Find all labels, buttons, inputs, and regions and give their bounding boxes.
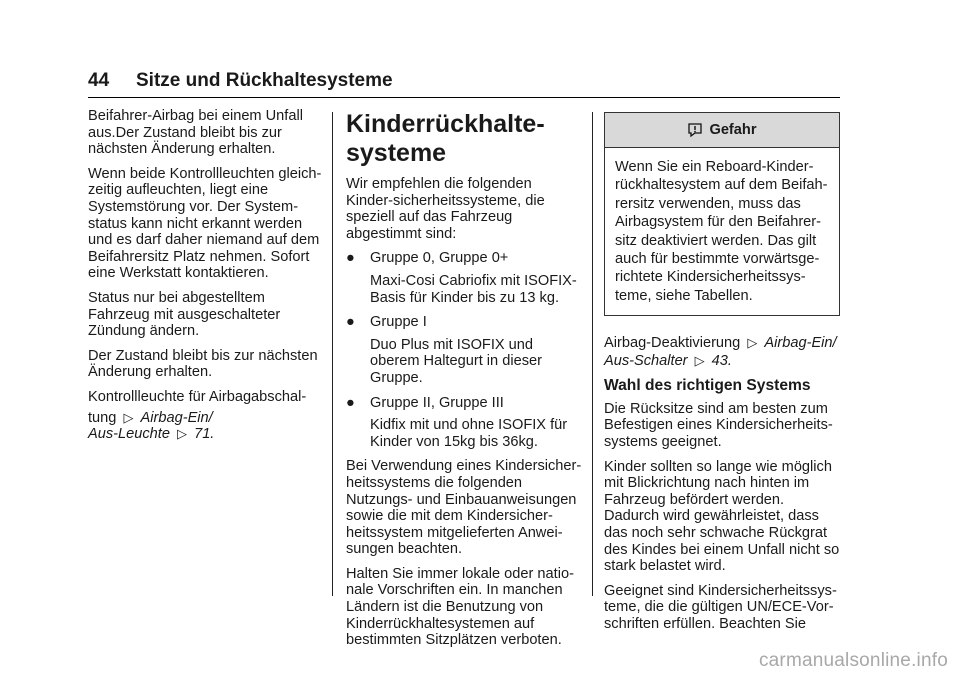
warning-speech-icon bbox=[687, 122, 703, 138]
list-item-title: Gruppe 0, Gruppe 0+ bbox=[370, 250, 509, 267]
danger-title: Gefahr bbox=[709, 121, 757, 138]
danger-text: Wenn Sie ein Reboard-Kinder-rückhaltesystem auf dem Beifah-rersitz verwenden, muss das Airbagsystem für den Beifahrer-sitz deaktiviert werden. Das gilt auch für bestimmte vorwärtsge-richtete Kindersicherheitssys-teme, siehe Tabellen. bbox=[615, 159, 828, 304]
paragraph: Status nur bei abgestelltem Fahrzeug mit ausgeschalteter Zündung ändern. bbox=[88, 289, 281, 340]
bullet-icon: ● bbox=[346, 250, 355, 267]
list-item-desc: Duo Plus mit ISOFIX und oberem Haltegurt in dieser Gruppe. bbox=[370, 336, 542, 386]
list-item-desc: Maxi-Cosi Cabriofix mit ISOFIX-Basis für Kinder bis zu 13 kg. bbox=[370, 272, 577, 306]
paragraph: Wenn beide Kontrollleuchten gleich-zeitig aufleuchten, liegt eine Systemstörung vor. Der System-status kann nicht erkannt werden und es darf daher niemand auf dem Beifahrersitz Platz nehmen. Sofort eine Werkstatt kontaktieren. bbox=[88, 165, 322, 282]
column-divider-2 bbox=[592, 112, 593, 596]
page-number: 44 bbox=[88, 70, 110, 91]
reference-triangle-icon: ▷ bbox=[177, 426, 188, 442]
paragraph: Wir empfehlen die folgenden Kinder-sicherheitssysteme, die speziell auf das Fahrzeug abgestimmt sind: bbox=[346, 176, 545, 242]
ref-link[interactable]: Airbag-Ein/ bbox=[764, 335, 837, 352]
paragraph: Kinder sollten so lange wie möglich mit Blickrichtung nach hinten im Fahrzeug befördert werden. Dadurch wird gewährleistet, dass das noch sehr schwache Rückgrat des Kindes bei einem Unfall nicht so stark belastet wird. bbox=[604, 458, 840, 575]
ref-page[interactable]: 71. bbox=[194, 426, 215, 443]
list-item-desc: Kidfix mit und ohne ISOFIX für Kinder von 15kg bis 36kg. bbox=[370, 417, 568, 450]
column-1 bbox=[88, 108, 324, 451]
paragraph: Beifahrer-Airbag bei einem Unfall aus.Der Zustand bleibt bis zur nächsten Änderung erhalten. bbox=[88, 108, 303, 158]
paragraph: Der Zustand bleibt bis zur nächsten Änderung erhalten. bbox=[88, 347, 318, 381]
list-item bbox=[346, 395, 582, 451]
section-heading: Kinderrückhalte-systeme bbox=[346, 110, 545, 167]
danger-header bbox=[605, 113, 839, 148]
ref-text: tung bbox=[88, 409, 117, 426]
subsection-heading: Wahl des richtigen Systems bbox=[604, 377, 811, 395]
header-rule bbox=[88, 97, 840, 98]
ref-link[interactable]: Aus-Leuchte bbox=[88, 426, 170, 443]
watermark-text: carmanualsonline.info bbox=[758, 650, 948, 671]
chapter-title: Sitze und Rückhaltesysteme bbox=[136, 70, 393, 91]
page-header bbox=[88, 66, 840, 100]
reference-triangle-icon: ▷ bbox=[123, 409, 134, 425]
paragraph: Kontrollleuchte für Airbagabschal- bbox=[88, 388, 307, 405]
bullet-icon: ● bbox=[346, 314, 355, 331]
reference-triangle-icon: ▷ bbox=[747, 335, 758, 351]
ref-link[interactable]: Aus-Schalter bbox=[604, 353, 688, 370]
danger-box bbox=[604, 112, 840, 316]
ref-link[interactable]: Airbag-Ein/ bbox=[140, 409, 213, 426]
list-item bbox=[346, 250, 582, 306]
ref-text: Airbag-Deaktivierung bbox=[604, 335, 741, 352]
list-item-title: Gruppe II, Gruppe III bbox=[370, 394, 504, 411]
list-item bbox=[346, 314, 582, 386]
column-3 bbox=[604, 112, 840, 641]
column-divider-1 bbox=[332, 112, 333, 596]
paragraph: Geeignet sind Kindersicherheitssys-teme, die die gültigen UN/ECE-Vor-schriften erfüllen. Beachten Sie bbox=[604, 582, 837, 632]
paragraph: Bei Verwendung eines Kindersicher-heitssystems die folgenden Nutzungs- und Einbauanweisungen sowie die mit dem Kindersicher-heitssystem mitgelieferten Anwei-sungen beachten. bbox=[346, 458, 582, 558]
ref-page[interactable]: 43. bbox=[711, 353, 732, 370]
cross-reference bbox=[88, 410, 324, 443]
bullet-icon: ● bbox=[346, 394, 355, 411]
paragraph: Halten Sie immer lokale oder natio-nale Vorschriften ein. In manchen Ländern ist die Benutzung von Kinderrückhaltesystemen auf bestimmten Sitzplätzen verboten. bbox=[346, 565, 574, 649]
column-2 bbox=[346, 108, 582, 657]
reference-triangle-icon: ▷ bbox=[694, 353, 705, 369]
cross-reference bbox=[604, 334, 840, 370]
paragraph: Die Rücksitze sind am besten zum Befestigen eines Kindersicherheits-systems geeignet. bbox=[604, 400, 833, 451]
list-item-title: Gruppe I bbox=[370, 314, 427, 331]
